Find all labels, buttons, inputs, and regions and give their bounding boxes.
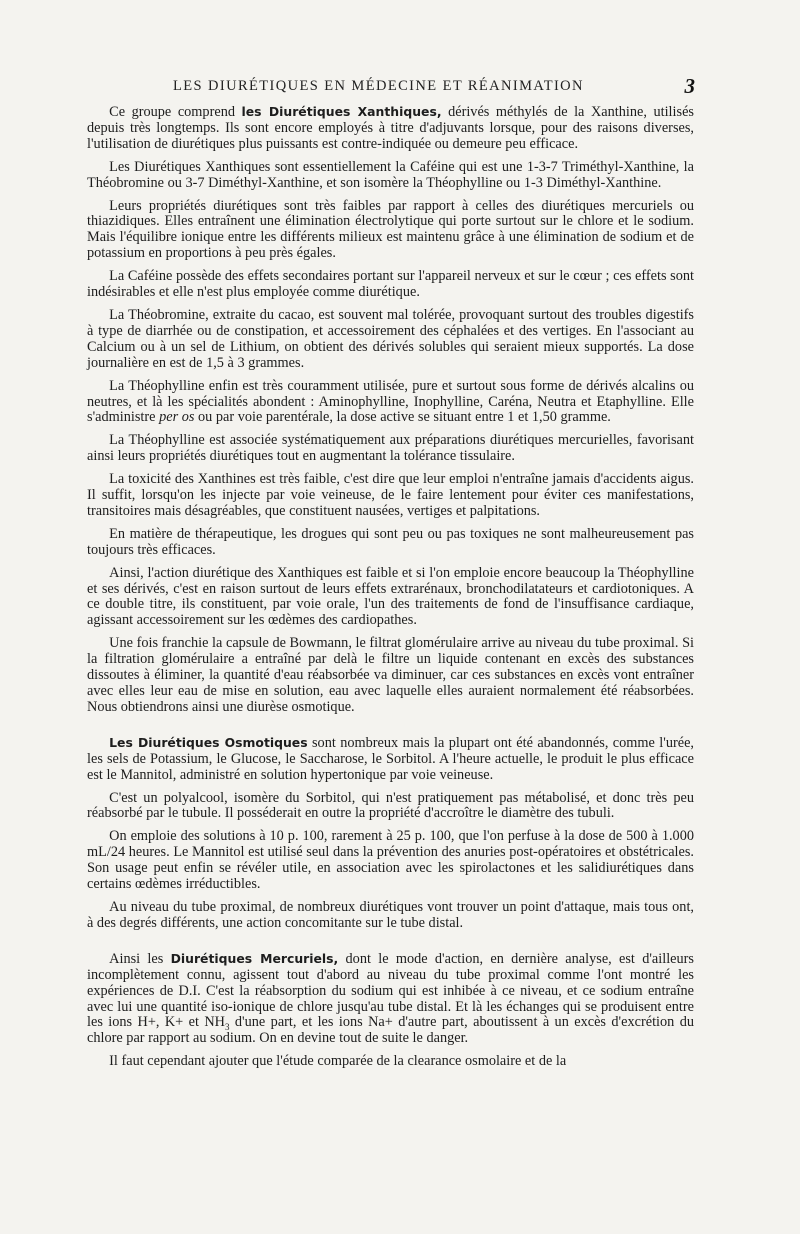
subscript-3: 3: [225, 1022, 230, 1033]
paragraph: Ainsi, l'action diurétique des Xanthiques est faible et si l'on emploie encore beaucoup la Théophylline et ses dérivés, c'est en raison surtout de leurs effets extrarénaux, bronchodilatateurs et cardiotoniques. A ce double titre, ils constituent, par voie orale, l'un des traitements de fond de l'insuffisance cardiaque, agissant accessoirement sur les œdèmes des cardiopathes.: [87, 564, 694, 629]
text-run: dont le mode d'action, en dernière analyse, est d'ailleurs incomplètement connu, agissent tout d'abord au niveau du tube proximal comme l'ont montré les expériences de D.I. C'est la réabsorption du sodium qui est inhibée à ce niveau, et ce sodium entraîne avec lui une quantité iso-ionique de chlore jusqu'au tube distal. Et là les échanges qui se produisent entre les ions H+, K+ et NH: [87, 950, 694, 1031]
page-header: [87, 76, 697, 100]
text-run: sont nombreux mais la plupart ont été abandonnés, comme l'urée, les sels de Potassium, le Glucose, le Saccharose, le Sorbitol. A l'heure actuelle, le produit le plus efficace est le Mannitol, administré en solution hypertonique par voie veineuse.: [87, 734, 694, 783]
text-run: dérivés méthylés de la Xanthine, utilisés depuis très longtemps. Ils sont encore employés à titre d'adjuvants lorsque, pour des raisons diverses, l'utilisation de diurétiques plus puissants est contre-indiquée ou demeure peu efficace.: [87, 104, 694, 152]
text-run: La Théophylline enfin est très couramment utilisée, pure et surtout sous forme de dérivés alcalins ou neutres, et là les spécialités abondent : Aminophylline, Inophylline, Caréna, Neutra et Etaphylline. Elle s'administre: [87, 377, 694, 426]
paragraph: Au niveau du tube proximal, de nombreux diurétiques vont trouver un point d'attaque, mais tous ont, à des degrés différents, une action concomitante sur le tube distal.: [87, 898, 694, 931]
paragraph: Leurs propriétés diurétiques sont très faibles par rapport à celles des diurétiques mercuriels ou thiazidiques. Elles entraînent une élimination électrolytique qui porte surtout sur le chlore et le sodium. Mais l'équilibre ionique entre les différents milieux est maintenu grâce à une élimination de sodium et de potassium en proportions à peu près égales.: [87, 197, 694, 262]
paragraph: En matière de thérapeutique, les drogues qui sont peu ou pas toxiques ne sont malheureusement pas toujours très efficaces.: [87, 525, 694, 558]
term-diuretiques-xanthiques: les Diurétiques Xanthiques,: [241, 104, 442, 119]
paragraph-xanthiques-intro: [87, 104, 694, 153]
italic-per-os: per os: [159, 409, 195, 426]
paragraph: Une fois franchie la capsule de Bowmann, le filtrat glomérulaire arrive au niveau du tube proximal. Si la filtration glomérulaire a entraîné par delà le filtre un liquide contenant en excès des substances dissoutes à éliminer, la quantité d'eau réabsorbée va diminuer, car ces substances en excès vont entraîner avec elles leur eau de mise en solution, eau avec laquelle elles auraient normalement été réabsorbées. Nous obtiendrons ainsi une diurèse osmotique.: [87, 635, 694, 715]
paragraph: On emploie des solutions à 10 p. 100, rarement à 25 p. 100, que l'on perfuse à la dose de 500 à 1.000 mL/24 heures. Le Mannitol est utilisé seul dans la prévention des anuries post-opératoires et obstétricales. Son usage peut enfin se révéler utile, en association avec les spirolactones et les salidiurétiques dans certains œdèmes irréductibles.: [87, 828, 694, 893]
page-number: 3: [684, 74, 695, 98]
body-text: [87, 104, 694, 1077]
paragraph-theophylline: [87, 379, 694, 427]
paragraph: La Théophylline est associée systématiquement aux préparations diurétiques mercurielles, favorisant ainsi leurs propriétés diurétiques tout en augmentant la tolérance tissulaire.: [87, 432, 694, 465]
paragraph-mercuriels: [87, 951, 694, 1047]
paragraph: C'est un polyalcool, isomère du Sorbitol, qui n'est pratiquement pas métabolisé, et donc très peu réabsorbé par le tubule. Il posséderait en outre la propriété d'accroître le diamètre des tubuli.: [87, 789, 694, 822]
running-title: LES DIURÉTIQUES EN MÉDECINE ET RÉANIMATION: [173, 78, 584, 94]
text-run: Ainsi les: [109, 950, 171, 967]
paragraph: Il faut cependant ajouter que l'étude comparée de la clearance osmolaire et de la: [109, 1053, 567, 1070]
paragraph: Les Diurétiques Xanthiques sont essentiellement la Caféine qui est une 1-3-7 Triméthyl-Xanthine, la Théobromine ou 3-7 Diméthyl-Xanthine, et son isomère la Théophylline ou 1-3 Diméthyl-Xanthine.: [87, 158, 694, 191]
paragraph-osmotiques: [87, 735, 694, 784]
paragraph: La toxicité des Xanthines est très faible, c'est dire que leur emploi n'entraîne jamais d'accidents aigus. Il suffit, lorsqu'on les injecte par voie veineuse, de le faire lentement pour éviter ces manifestations, transitoires mais désagréables, que constituent nausées, vertiges et palpitations.: [87, 471, 694, 519]
term-diuretiques-mercuriels: Diurétiques Mercuriels,: [170, 950, 339, 966]
text-run: d'une part, et les ions Na+ d'autre part, aboutissent à un excès d'excrétion du chlore par rapport au sodium. On en devine tout de suite le danger.: [87, 1014, 694, 1047]
term-diuretiques-osmotiques: Les Diurétiques Osmotiques: [109, 734, 308, 750]
paragraph: La Théobromine, extraite du cacao, est souvent mal tolérée, provoquant surtout des troubles digestifs à type de diarrhée ou de constipation, et accessoirement des céphalées et des vertiges. En l'associant au Calcium ou à un sel de Lithium, on obtient des dérivés solubles qui seraient mieux supportés. La dose journalière en est de 1,5 à 3 grammes.: [87, 306, 694, 371]
paragraph: La Caféine possède des effets secondaires portant sur l'appareil nerveux et sur le cœur ; ces effets sont indésirables et elle n'est plus employée comme diurétique.: [87, 268, 694, 301]
text-run: Ce groupe comprend: [109, 104, 242, 120]
text-run: ou par voie parentérale, la dose active se situant entre 1 et 1,50 gramme.: [194, 409, 611, 426]
